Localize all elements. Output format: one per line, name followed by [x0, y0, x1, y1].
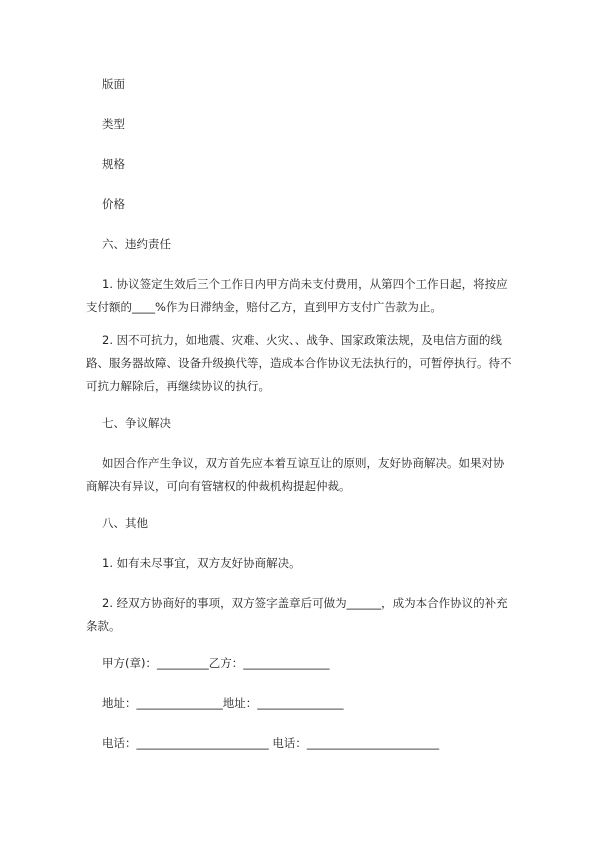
signature-seal-row: 甲方(章)：_________乙方：_______________	[102, 656, 330, 670]
paragraph-line: 2. 经双方协商好的事项，双方签字盖章后可做为______，成为本合作协议的补充	[102, 596, 508, 610]
paragraph-line: 条款。	[86, 619, 121, 633]
signature-phone-row: 电话：_______________________ 电话：_______________________	[102, 736, 440, 750]
paragraph-line: 可抗力解除后，再继续协议的执行。	[86, 379, 270, 393]
spec-item-price: 价格	[102, 197, 125, 211]
paragraph-line: 支付额的____%作为日滞纳金，赔付乙方，直到甲方支付广告款为止。	[86, 300, 442, 314]
spec-item-size: 规格	[102, 157, 125, 171]
spec-item-type: 类型	[102, 117, 125, 131]
section-heading-other: 八、其他	[102, 516, 148, 530]
paragraph-line: 如因合作产生争议，双方首先应本着互谅互让的原则，友好协商解决。如果对协	[102, 456, 505, 470]
paragraph-line: 1. 如有未尽事宜，双方友好协商解决。	[102, 556, 301, 570]
section-heading-breach: 六、违约责任	[102, 237, 171, 251]
paragraph-line: 路、服务器故障、设备升级换代等，造成本合作协议无法执行的，可暂停执行。待不	[86, 356, 512, 370]
section-heading-dispute: 七、争议解决	[102, 416, 171, 430]
paragraph-line: 商解决有异议，可向有管辖权的仲裁机构提起仲裁。	[86, 479, 351, 493]
paragraph-line: 1. 协议签定生效后三个工作日内甲方尚未支付费用，从第四个工作日起，将按应	[102, 277, 508, 291]
spec-item-layout: 版面	[102, 77, 125, 91]
paragraph-line: 2. 因不可抗力，如地震、灾难、火灾、、战争、国家政策法规，及电信方面的线	[102, 333, 502, 347]
signature-address-row: 地址：_______________地址：_______________	[102, 696, 344, 710]
